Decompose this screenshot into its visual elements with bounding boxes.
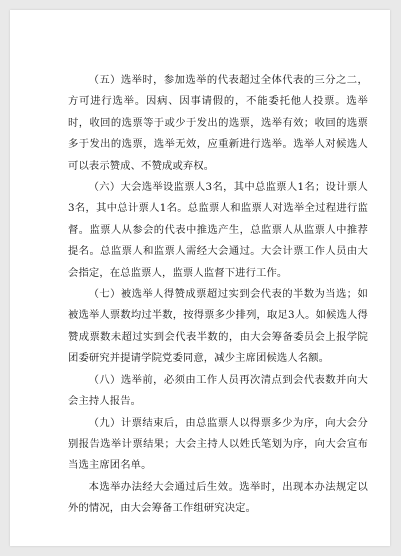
paragraph-7: （七）被选举人得赞成票超过实到会代表的半数为当选；如被选举人票数均过半数，按得票多少排列，取足3人。如候选人得赞成票数未超过实到会代表半数的，由大会筹备委员会上报学院团委研究并提请学院党委同意，减少主席团候选人名额。 [68, 288, 368, 365]
paragraph-5: （五）选举时，参加选举的代表超过全体代表的三分之二，方可进行选举。因病、因事请假的，不能委托他人投票。选举时，收回的选票等于或少于发出的选票，选举有效；收回的选票多于发出的选票，选举无效，应重新进行选举。选举人对候选人可以表示赞成、不赞成或弃权。 [68, 74, 368, 172]
closing-paragraph: 本选举办法经大会通过后生效。选举时，出现本办法规定以外的情况，由大会筹备工作组研究决定。 [68, 480, 368, 515]
paragraph-8: （八）选举前，必须由工作人员再次清点到会代表数并向大会主持人报告。 [68, 373, 368, 408]
paragraph-9: （九）计票结束后，由总监票人以得票多少为序，向大会分别报告选举计票结果；大会主持人以姓氏笔划为序，向大会宣布当选主席团名单。 [68, 416, 368, 472]
paragraph-6: （六）大会选举设监票人3名，其中总监票人1名；设计票人3名，其中总计票人1名。总监票人和监票人对选举全过程进行监督。监票人从参会的代表中推选产生，总监票人从监票人中推荐提名。总监票人和监票人需经大会通过。大会计票工作人员由大会指定，在总监票人，监票人监督下进行工作。 [68, 181, 368, 279]
document-page [10, 10, 390, 546]
document-body [68, 70, 368, 520]
